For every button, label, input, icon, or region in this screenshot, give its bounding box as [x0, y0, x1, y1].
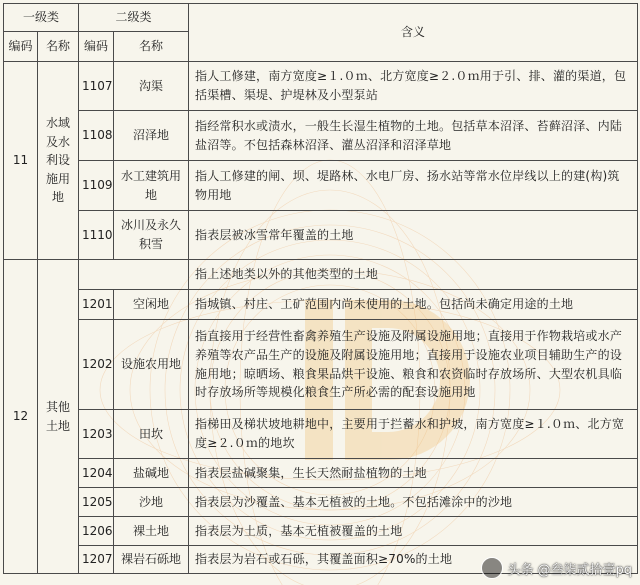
table-row [4, 161, 638, 211]
header-meaning: 含义 [189, 4, 638, 62]
row-definition: 指人工修建，南方宽度≥１.０ｍ、北方宽度≥２.０ｍ用于引、排、灌的渠道，包括渠槽、渠堤、护堤林及小型泵站 [189, 62, 638, 111]
header-level1: 一级类 [4, 4, 79, 32]
row-definition: 指表层为沙覆盖、基本无植被的土地。不包括滩涂中的沙地 [189, 488, 638, 517]
table-row [4, 459, 638, 488]
row-code: 1110 [79, 211, 114, 260]
table-row [4, 320, 638, 410]
row-name: 盐碱地 [114, 459, 189, 488]
group-name: 其他土地 [38, 260, 79, 574]
row-name: 沙地 [114, 488, 189, 517]
row-code: 1204 [79, 459, 114, 488]
row-definition: 指梯田及梯状坡地耕地中，主要用于拦蓄水和护坡，南方宽度≥１.０ｍ、北方宽度≥２.０ｍ的地坎 [189, 410, 638, 459]
row-definition: 指城镇、村庄、工矿范围内尚未使用的土地。包括尚未确定用途的土地 [189, 290, 638, 320]
group-code: 12 [4, 260, 38, 574]
header-level1-code: 编码 [4, 32, 38, 62]
header-level1-name: 名称 [38, 32, 79, 62]
row-definition: 指人工修建的闸、坝、堤路林、水电厂房、扬水站等常水位岸线以上的建(构)筑物用地 [189, 161, 638, 211]
row-name: 冰川及永久积雪 [114, 211, 189, 260]
row-definition: 指表层被冰雪常年覆盖的土地 [189, 211, 638, 260]
watermark-handle: @叁柒贰拾壹pq [537, 562, 632, 578]
row-code: 1203 [79, 410, 114, 459]
row-name: 沼泽地 [114, 111, 189, 161]
row-name: 田坎 [114, 410, 189, 459]
row-code: 1205 [79, 488, 114, 517]
row-code: 1202 [79, 320, 114, 410]
row-code: 1108 [79, 111, 114, 161]
table-row [4, 260, 638, 290]
row-name: 裸岩石砾地 [114, 546, 189, 574]
row-code: 1109 [79, 161, 114, 211]
header-level2-name: 名称 [114, 32, 189, 62]
row-name: 沟渠 [114, 62, 189, 111]
row-definition: 指经常积水或渍水，一般生长湿生植物的土地。包括草本沼泽、苔藓沼泽、内陆盐沼等。不包括森林沼泽、灌丛沼泽和沼泽草地 [189, 111, 638, 161]
row-code: 1201 [79, 290, 114, 320]
table-row [4, 111, 638, 161]
row-code: 1107 [79, 62, 114, 111]
row-definition: 指表层为土质，基本无植被覆盖的土地 [189, 517, 638, 546]
group-definition: 指上述地类以外的其他类型的土地 [189, 260, 638, 290]
table-row [4, 211, 638, 260]
source-watermark [481, 557, 632, 579]
row-name: 水工建筑用地 [114, 161, 189, 211]
land-classification-table [3, 3, 638, 574]
row-code: 1206 [79, 517, 114, 546]
toutiao-logo-icon [481, 557, 503, 579]
header-level2: 二级类 [79, 4, 189, 32]
group-code: 11 [4, 62, 38, 260]
row-definition: 指表层盐碱聚集，生长天然耐盐植物的土地 [189, 459, 638, 488]
row-definition: 指表层为岩石或石砾，其覆盖面积≥70%的土地 [189, 546, 638, 574]
table-row [4, 290, 638, 320]
group-name: 水域及水利设施用地 [38, 62, 79, 260]
table-row [4, 517, 638, 546]
row-name: 裸土地 [114, 517, 189, 546]
row-blank [79, 260, 189, 290]
row-name: 空闲地 [114, 290, 189, 320]
row-code: 1207 [79, 546, 114, 574]
table-row [4, 410, 638, 459]
header-level2-code: 编码 [79, 32, 114, 62]
table-row [4, 62, 638, 111]
row-definition: 指直接用于经营性畜禽养殖生产设施及附属设施用地；直接用于作物栽培或水产养殖等农产品生产的设施及附属设施用地；直接用于设施农业项目辅助生产的设施用地；晾晒场、粮食果品烘干设施、粮食和农资临时存放场所、大型农机具临时存放场所等规模化粮食生产所必需的配套设施用地 [189, 320, 638, 410]
watermark-prefix: 头条 [507, 562, 534, 578]
row-name: 设施农用地 [114, 320, 189, 410]
table-row [4, 488, 638, 517]
